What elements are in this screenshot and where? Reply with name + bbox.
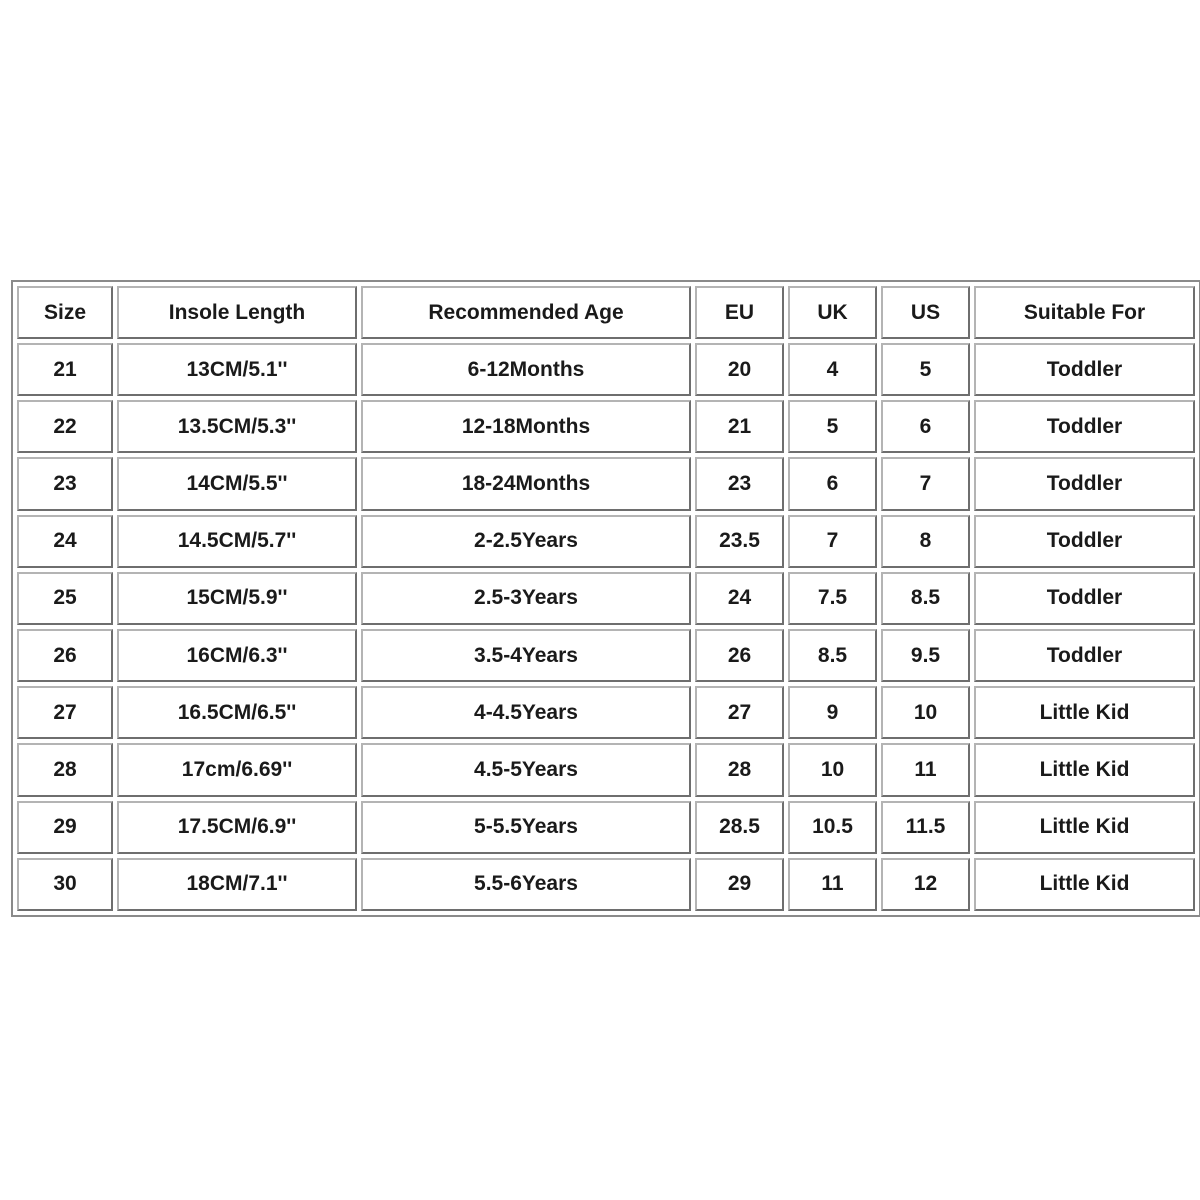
- header-size: Size: [17, 286, 113, 339]
- cell-uk: 8.5: [788, 629, 877, 682]
- header-insole-length: Insole Length: [117, 286, 357, 339]
- cell-suitable-for: Little Kid: [974, 858, 1195, 911]
- cell-us: 8.5: [881, 572, 970, 625]
- cell-uk: 10.5: [788, 801, 877, 854]
- cell-insole-length: 14.5CM/5.7'': [117, 515, 357, 568]
- cell-suitable-for: Little Kid: [974, 801, 1195, 854]
- cell-size: 25: [17, 572, 113, 625]
- cell-suitable-for: Toddler: [974, 400, 1195, 453]
- cell-insole-length: 13CM/5.1'': [117, 343, 357, 396]
- cell-uk: 6: [788, 457, 877, 510]
- cell-uk: 5: [788, 400, 877, 453]
- table-row: [17, 629, 1195, 682]
- cell-eu: 29: [695, 858, 784, 911]
- cell-eu: 20: [695, 343, 784, 396]
- cell-recommended-age: 3.5-4Years: [361, 629, 691, 682]
- header-recommended-age: Recommended Age: [361, 286, 691, 339]
- table-row: [17, 686, 1195, 739]
- cell-suitable-for: Toddler: [974, 343, 1195, 396]
- table-row: [17, 858, 1195, 911]
- cell-eu: 24: [695, 572, 784, 625]
- table-row: [17, 457, 1195, 510]
- cell-suitable-for: Little Kid: [974, 686, 1195, 739]
- cell-us: 12: [881, 858, 970, 911]
- cell-suitable-for: Toddler: [974, 629, 1195, 682]
- cell-insole-length: 16.5CM/6.5'': [117, 686, 357, 739]
- cell-recommended-age: 6-12Months: [361, 343, 691, 396]
- cell-recommended-age: 18-24Months: [361, 457, 691, 510]
- cell-eu: 23.5: [695, 515, 784, 568]
- header-eu: EU: [695, 286, 784, 339]
- cell-insole-length: 18CM/7.1'': [117, 858, 357, 911]
- cell-us: 8: [881, 515, 970, 568]
- cell-suitable-for: Little Kid: [974, 743, 1195, 796]
- header-uk: UK: [788, 286, 877, 339]
- cell-recommended-age: 12-18Months: [361, 400, 691, 453]
- cell-size: 27: [17, 686, 113, 739]
- cell-eu: 21: [695, 400, 784, 453]
- table-row: [17, 801, 1195, 854]
- cell-uk: 7.5: [788, 572, 877, 625]
- table-row: [17, 515, 1195, 568]
- cell-recommended-age: 5.5-6Years: [361, 858, 691, 911]
- cell-uk: 10: [788, 743, 877, 796]
- cell-us: 5: [881, 343, 970, 396]
- cell-eu: 27: [695, 686, 784, 739]
- cell-insole-length: 17.5CM/6.9'': [117, 801, 357, 854]
- cell-recommended-age: 2.5-3Years: [361, 572, 691, 625]
- table-row: [17, 343, 1195, 396]
- cell-uk: 7: [788, 515, 877, 568]
- cell-eu: 26: [695, 629, 784, 682]
- cell-us: 9.5: [881, 629, 970, 682]
- cell-us: 6: [881, 400, 970, 453]
- cell-eu: 23: [695, 457, 784, 510]
- cell-size: 29: [17, 801, 113, 854]
- cell-size: 28: [17, 743, 113, 796]
- cell-size: 21: [17, 343, 113, 396]
- header-suitable-for: Suitable For: [974, 286, 1195, 339]
- cell-us: 11: [881, 743, 970, 796]
- cell-insole-length: 17cm/6.69'': [117, 743, 357, 796]
- cell-us: 7: [881, 457, 970, 510]
- cell-insole-length: 14CM/5.5'': [117, 457, 357, 510]
- table-row: [17, 400, 1195, 453]
- cell-recommended-age: 2-2.5Years: [361, 515, 691, 568]
- cell-insole-length: 16CM/6.3'': [117, 629, 357, 682]
- header-row: [17, 286, 1195, 339]
- cell-recommended-age: 5-5.5Years: [361, 801, 691, 854]
- size-chart-table: [11, 280, 1200, 917]
- cell-size: 24: [17, 515, 113, 568]
- cell-size: 30: [17, 858, 113, 911]
- cell-us: 11.5: [881, 801, 970, 854]
- cell-recommended-age: 4.5-5Years: [361, 743, 691, 796]
- cell-insole-length: 13.5CM/5.3'': [117, 400, 357, 453]
- cell-suitable-for: Toddler: [974, 572, 1195, 625]
- cell-recommended-age: 4-4.5Years: [361, 686, 691, 739]
- cell-uk: 11: [788, 858, 877, 911]
- cell-eu: 28.5: [695, 801, 784, 854]
- table-row: [17, 743, 1195, 796]
- cell-size: 23: [17, 457, 113, 510]
- cell-suitable-for: Toddler: [974, 515, 1195, 568]
- cell-uk: 4: [788, 343, 877, 396]
- cell-eu: 28: [695, 743, 784, 796]
- cell-size: 26: [17, 629, 113, 682]
- header-us: US: [881, 286, 970, 339]
- cell-size: 22: [17, 400, 113, 453]
- table-row: [17, 572, 1195, 625]
- cell-us: 10: [881, 686, 970, 739]
- cell-uk: 9: [788, 686, 877, 739]
- cell-suitable-for: Toddler: [974, 457, 1195, 510]
- cell-insole-length: 15CM/5.9'': [117, 572, 357, 625]
